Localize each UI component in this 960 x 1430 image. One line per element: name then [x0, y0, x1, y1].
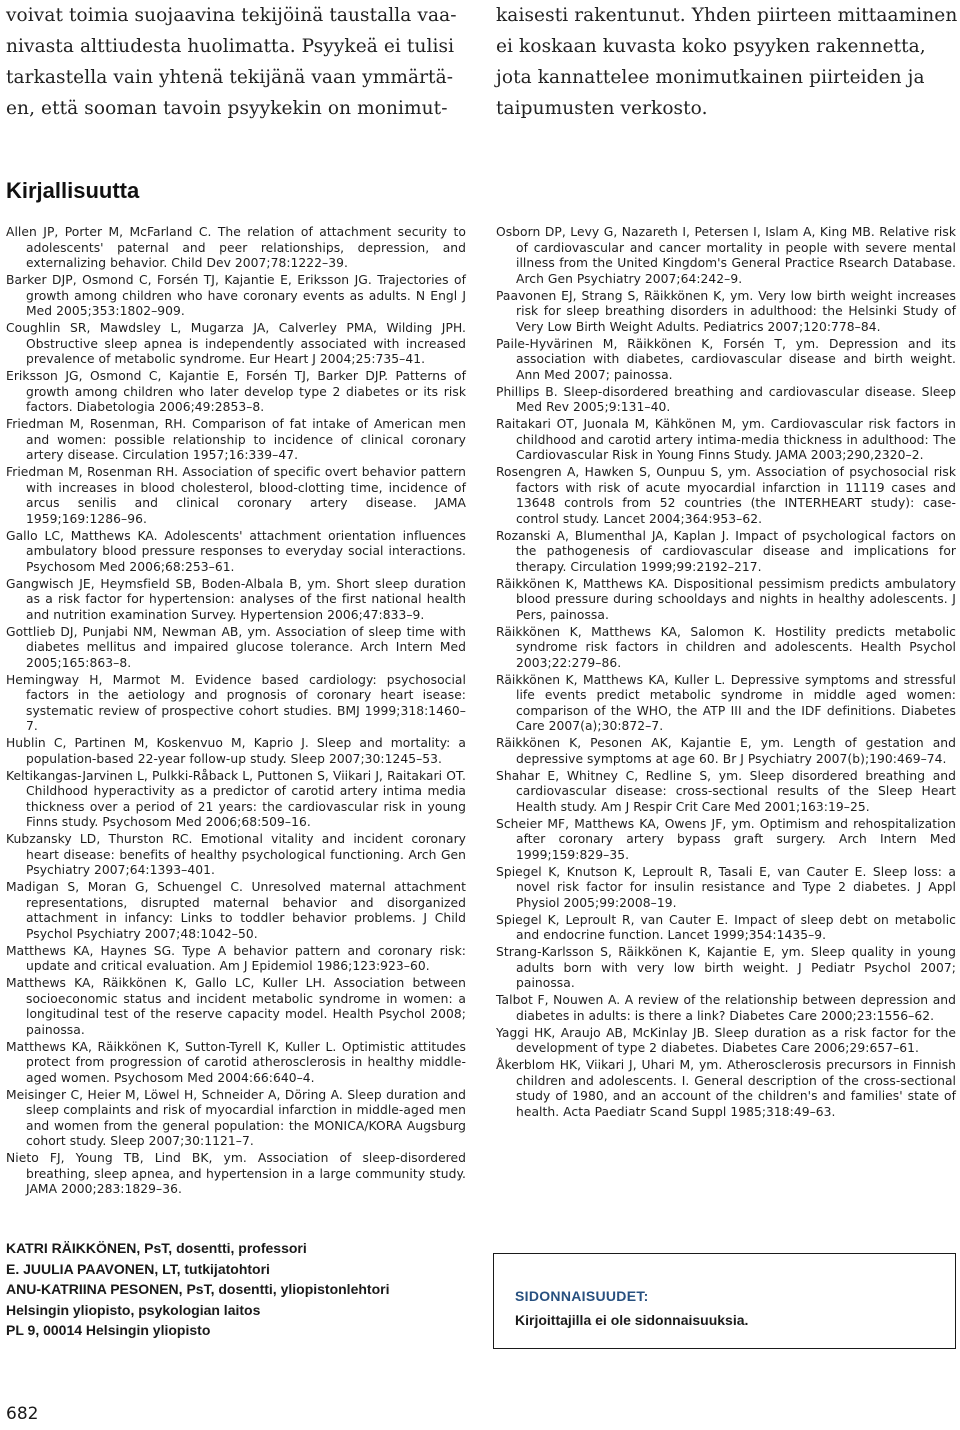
reference-item: Paile-Hyvärinen M, Räikkönen K, Forsén T, ym. Depression and its association with diabetes, cardiovascular disease and birth weight. Ann Med 2007; painossa.: [496, 336, 956, 382]
intro-text-left: [6, 0, 466, 124]
reference-item: Friedman M, Rosenman, RH. Comparison of fat intake of American men and women: possible relationship to incidence of clinical coronary artery disease. Circulation 1957;16:339–47.: [6, 417, 466, 462]
reference-item: Spiegel K, Leproult R, van Cauter E. Impact of sleep debt on metabolic and endocrine function. Lancet 1999;354:1435–9.: [496, 912, 956, 942]
reference-item: Coughlin SR, Mawdsley L, Mugarza JA, Calverley PMA, Wilding JPH. Obstructive sleep apnea is independently associated with increased prevalence of metabolic syndrome. Eur Heart J 2004;25:735–41.: [6, 321, 466, 366]
intro-text-right: [496, 0, 956, 124]
reference-item: Rozanski A, Blumenthal JA, Kaplan J. Impact of psychological factors on the pathogenesis of cardiovascular disease and implications for therapy. Circulation 1999;99:2192–217.: [496, 528, 956, 574]
reference-item: Eriksson JG, Osmond C, Kajantie E, Forsén TJ, Barker DJP. Patterns of growth among children who later develop type 2 diabetes or its risk factors. Diabetologia 2006;49:2853–8.: [6, 369, 466, 414]
reference-item: Osborn DP, Levy G, Nazareth I, Petersen I, Islam A, King MB. Relative risk of cardiovascular and cancer mortality in people with severe mental illness from the United Kingdom's General Practice Rsearch Database. Arch Gen Psychiatry 2007;64:242–9.: [496, 225, 956, 286]
reference-item: Nieto FJ, Young TB, Lind BK, ym. Association of sleep-disordered breathing, sleep apnea, and hypertension in a large community study. JAMA 2000;283:1829–36.: [6, 1151, 466, 1196]
reference-item: Gottlieb DJ, Punjabi NM, Newman AB, ym. Association of sleep time with diabetes mellitus and impaired glucose tolerance. Arch Intern Med 2005;165:863–8.: [6, 624, 466, 670]
conflict-title: SIDONNAISUUDET:: [515, 1288, 649, 1304]
reference-item: Rosengren A, Hawken S, Ounpuu S, ym. Association of psychosocial risk factors with risk of acute myocardial infarction in 11119 cases and 13648 controls from 52 countries (the INTERHEART study): case-control study. Lancet 2004;364:953–62.: [496, 465, 956, 526]
conflict-text: Kirjoittajilla ei ole sidonnaisuuksia.: [515, 1312, 749, 1328]
intro-line: tarkastella vain yhtenä tekijänä vaan ymmärtä-: [6, 67, 454, 88]
conflict-of-interest-box: [493, 1253, 956, 1349]
reference-item: Hublin C, Partinen M, Koskenvuo M, Kaprio J. Sleep and mortality: a population-based 22-year follow-up study. Sleep 2007;30:1245–53.: [6, 736, 466, 766]
reference-item: Meisinger C, Heier M, Löwel H, Schneider A, Döring A. Sleep duration and sleep complaints and risk of myocardial infarction in middle-aged men and women from the general population: the MONICA/KORA Augsburg cohort study. Sleep 2007;30:1121–7.: [6, 1087, 466, 1148]
references-column-left: [6, 225, 466, 1199]
reference-item: Räikkönen K, Matthews KA, Salomon K. Hostility predicts metabolic syndrome risk factors in children and adolescents. Health Psychol 2003;22:279–86.: [496, 624, 956, 670]
reference-item: Talbot F, Nouwen A. A review of the relationship between depression and diabetes in adults: is there a link? Diabetes Care 2000;23:1556–62.: [496, 993, 956, 1023]
reference-item: Räikkönen K, Matthews KA. Dispositional pessimism predicts ambulatory blood pressure during schooldays and nights in healthy adolescents. J Pers, painossa.: [496, 576, 956, 622]
reference-item: Spiegel K, Knutson K, Leproult R, Tasali E, van Cauter E. Sleep loss: a novel risk factor for insulin resistance and Type 2 diabetes. J Appl Physiol 2005;99:2008–19.: [496, 864, 956, 910]
intro-line: ei koskaan kuvasta koko psyyken rakennetta,: [496, 36, 926, 57]
reference-item: Scheier MF, Matthews KA, Owens JF, ym. Optimism and rehospitalization after coronary artery bypass graft surgery. Arch Intern Med 1999;159:829–35.: [496, 816, 956, 862]
intro-line: voivat toimia suojaavina tekijöinä taustalla vaa-: [6, 5, 457, 26]
reference-item: Matthews KA, Haynes SG. Type A behavior pattern and coronary risk: update and critical evaluation. Am J Epidemiol 1986;123:923–60.: [6, 943, 466, 973]
reference-item: Yaggi HK, Araujo AB, McKinlay JB. Sleep duration as a risk factor for the development of type 2 diabetes. Diabetes Care 2006;29:657–61.: [496, 1025, 956, 1055]
reference-item: Matthews KA, Räikkönen K, Gallo LC, Kuller LH. Association between socioeconomic status and incident metabolic syndrome in women: a longitudinal test of the reserve capacity model. Health Psychol 2008; painossa.: [6, 976, 466, 1037]
page-number: 682: [6, 1404, 39, 1424]
reference-item: Matthews KA, Räikkönen K, Sutton-Tyrell K, Kuller L. Optimistic attitudes protect from progression of carotid atherosclerosis in healthy middle-aged women. Psychosom Med 2004:66:640–4.: [6, 1039, 466, 1085]
reference-item: Allen JP, Porter M, McFarland C. The relation of attachment security to adolescents' paternal and peer relationships, depression, and externalizing behavior. Child Dev 2007;78:1222–39.: [6, 225, 466, 270]
reference-item: Barker DJP, Osmond C, Forsén TJ, Kajantie E, Eriksson JG. Trajectories of growth among children who have coronary events as adults. N Engl J Med 2005;353:1802–909.: [6, 273, 466, 318]
author-line: PL 9, 00014 Helsingin yliopisto: [6, 1322, 211, 1338]
reference-item: Räikkönen K, Matthews KA, Kuller L. Depressive symptoms and stressful life events predict metabolic syndrome in middle aged women: comparison of the WHO, the ATP III and the IDF definitions. Diabetes Care 2007(a);30:872–7.: [496, 672, 956, 733]
references-column-right: [496, 225, 956, 1122]
intro-line: nivasta alttiudesta huolimatta. Psyykeä ei tulisi: [6, 36, 455, 57]
reference-item: Paavonen EJ, Strang S, Räikkönen K, ym. Very low birth weight increases risk for sleep breathing disorders in adulthood: the Helsinki Study of Very Low Birth Weight Adults. Pediatrics 2007;120:778–84.: [496, 288, 956, 334]
intro-line: en, että sooman tavoin psyykekin on monimut-: [6, 98, 448, 119]
reference-item: Friedman M, Rosenman RH. Association of specific overt behavior pattern with increases in blood cholesterol, blood-clotting time, incidence of arcus senilis and clinical coronary artery disease. JAMA 1959;169:1286–96.: [6, 465, 466, 526]
reference-item: Räikkönen K, Pesonen AK, Kajantie E, ym. Length of gestation and depressive symptoms at age 60. Br J Psychiatry 2007(b);190:469–74.: [496, 736, 956, 766]
reference-item: Hemingway H, Marmot M. Evidence based cardiology: psychosocial factors in the aetiology and prognosis of coronary heart isease: systematic review of prospective cohort studies. BMJ 1999;318:1460–7.: [6, 672, 466, 733]
references-heading: Kirjallisuutta: [6, 178, 140, 203]
author-line: Helsingin yliopisto, psykologian laitos: [6, 1301, 261, 1318]
author-line: ANU-KATRIINA PESONEN, PsT, dosentti, yliopistonlehtori: [6, 1281, 390, 1297]
intro-line: jota kannattelee monimutkainen piirteiden ja: [496, 67, 925, 88]
reference-item: Strang-Karlsson S, Räikkönen K, Kajantie E, ym. Sleep quality in young adults born with very low birth weight. J Pediatr Psychol 2007; painossa.: [496, 945, 956, 990]
reference-item: Raitakari OT, Juonala M, Kähkönen M, ym. Cardiovascular risk factors in childhood and carotid artery intima-media thickness in adulthood: The Cardiovascular Risk in Young Finns Study. JAMA 2003;290,2320–2.: [496, 417, 956, 462]
intro-line: taipumusten verkosto.: [496, 98, 708, 119]
author-info: [6, 1238, 466, 1341]
author-line: E. JUULIA PAAVONEN, LT, tutkijatohtori: [6, 1260, 270, 1277]
reference-item: Kubzansky LD, Thurston RC. Emotional vitality and incident coronary heart disease: benefits of healthy psychological functioning. Arch Gen Psychiatry 2007;64:1393–401.: [6, 832, 466, 877]
reference-item: Åkerblom HK, Viikari J, Uhari M, ym. Atherosclerosis precursors in Finnish children and adolescents. I. General description of the cross-sectional study of 1980, and an account of the children's and families' state of health. Acta Paediatr Scand Suppl 1985;318:49–63.: [496, 1058, 956, 1119]
reference-item: Shahar E, Whitney C, Redline S, ym. Sleep disordered breathing and cardiovascular disease: cross-sectional results of the Sleep Heart Health study. Am J Respir Crit Care Med 2001;163:19–25.: [496, 768, 956, 814]
reference-item: Phillips B. Sleep-disordered breathing and cardiovascular disease. Sleep Med Rev 2005;9:131–40.: [496, 384, 956, 414]
intro-line: kaisesti rakentunut. Yhden piirteen mittaaminen: [496, 5, 958, 26]
author-line: KATRI RÄIKKÖNEN, PsT, dosentti, professori: [6, 1240, 307, 1256]
reference-item: Gallo LC, Matthews KA. Adolescents' attachment orientation influences ambulatory blood pressure responses to everyday social interactions. Psychosom Med 2006;68:253–61.: [6, 528, 466, 574]
reference-item: Keltikangas-Jarvinen L, Pulkki-Råback L, Puttonen S, Viikari J, Raitakari OT. Childhood hyperactivity as a predictor of carotid artery intima media thickness over a period of 21 years: the cardiovascular risk in young Finns study. Psychosom Med 2006;68:509–16.: [6, 768, 466, 829]
reference-item: Gangwisch JE, Heymsfield SB, Boden-Albala B, ym. Short sleep duration as a risk factor for hypertension: analyses of the first national health and nutrition examination Survey. Hypertension 2006;47:833–9.: [6, 576, 466, 622]
reference-item: Madigan S, Moran G, Schuengel C. Unresolved maternal attachment representations, disrupted maternal behavior and disorganized attachment in infancy: Links to toddler behavior problems. J Child Psychol Psychiatry 2007;48:1042–50.: [6, 880, 466, 941]
